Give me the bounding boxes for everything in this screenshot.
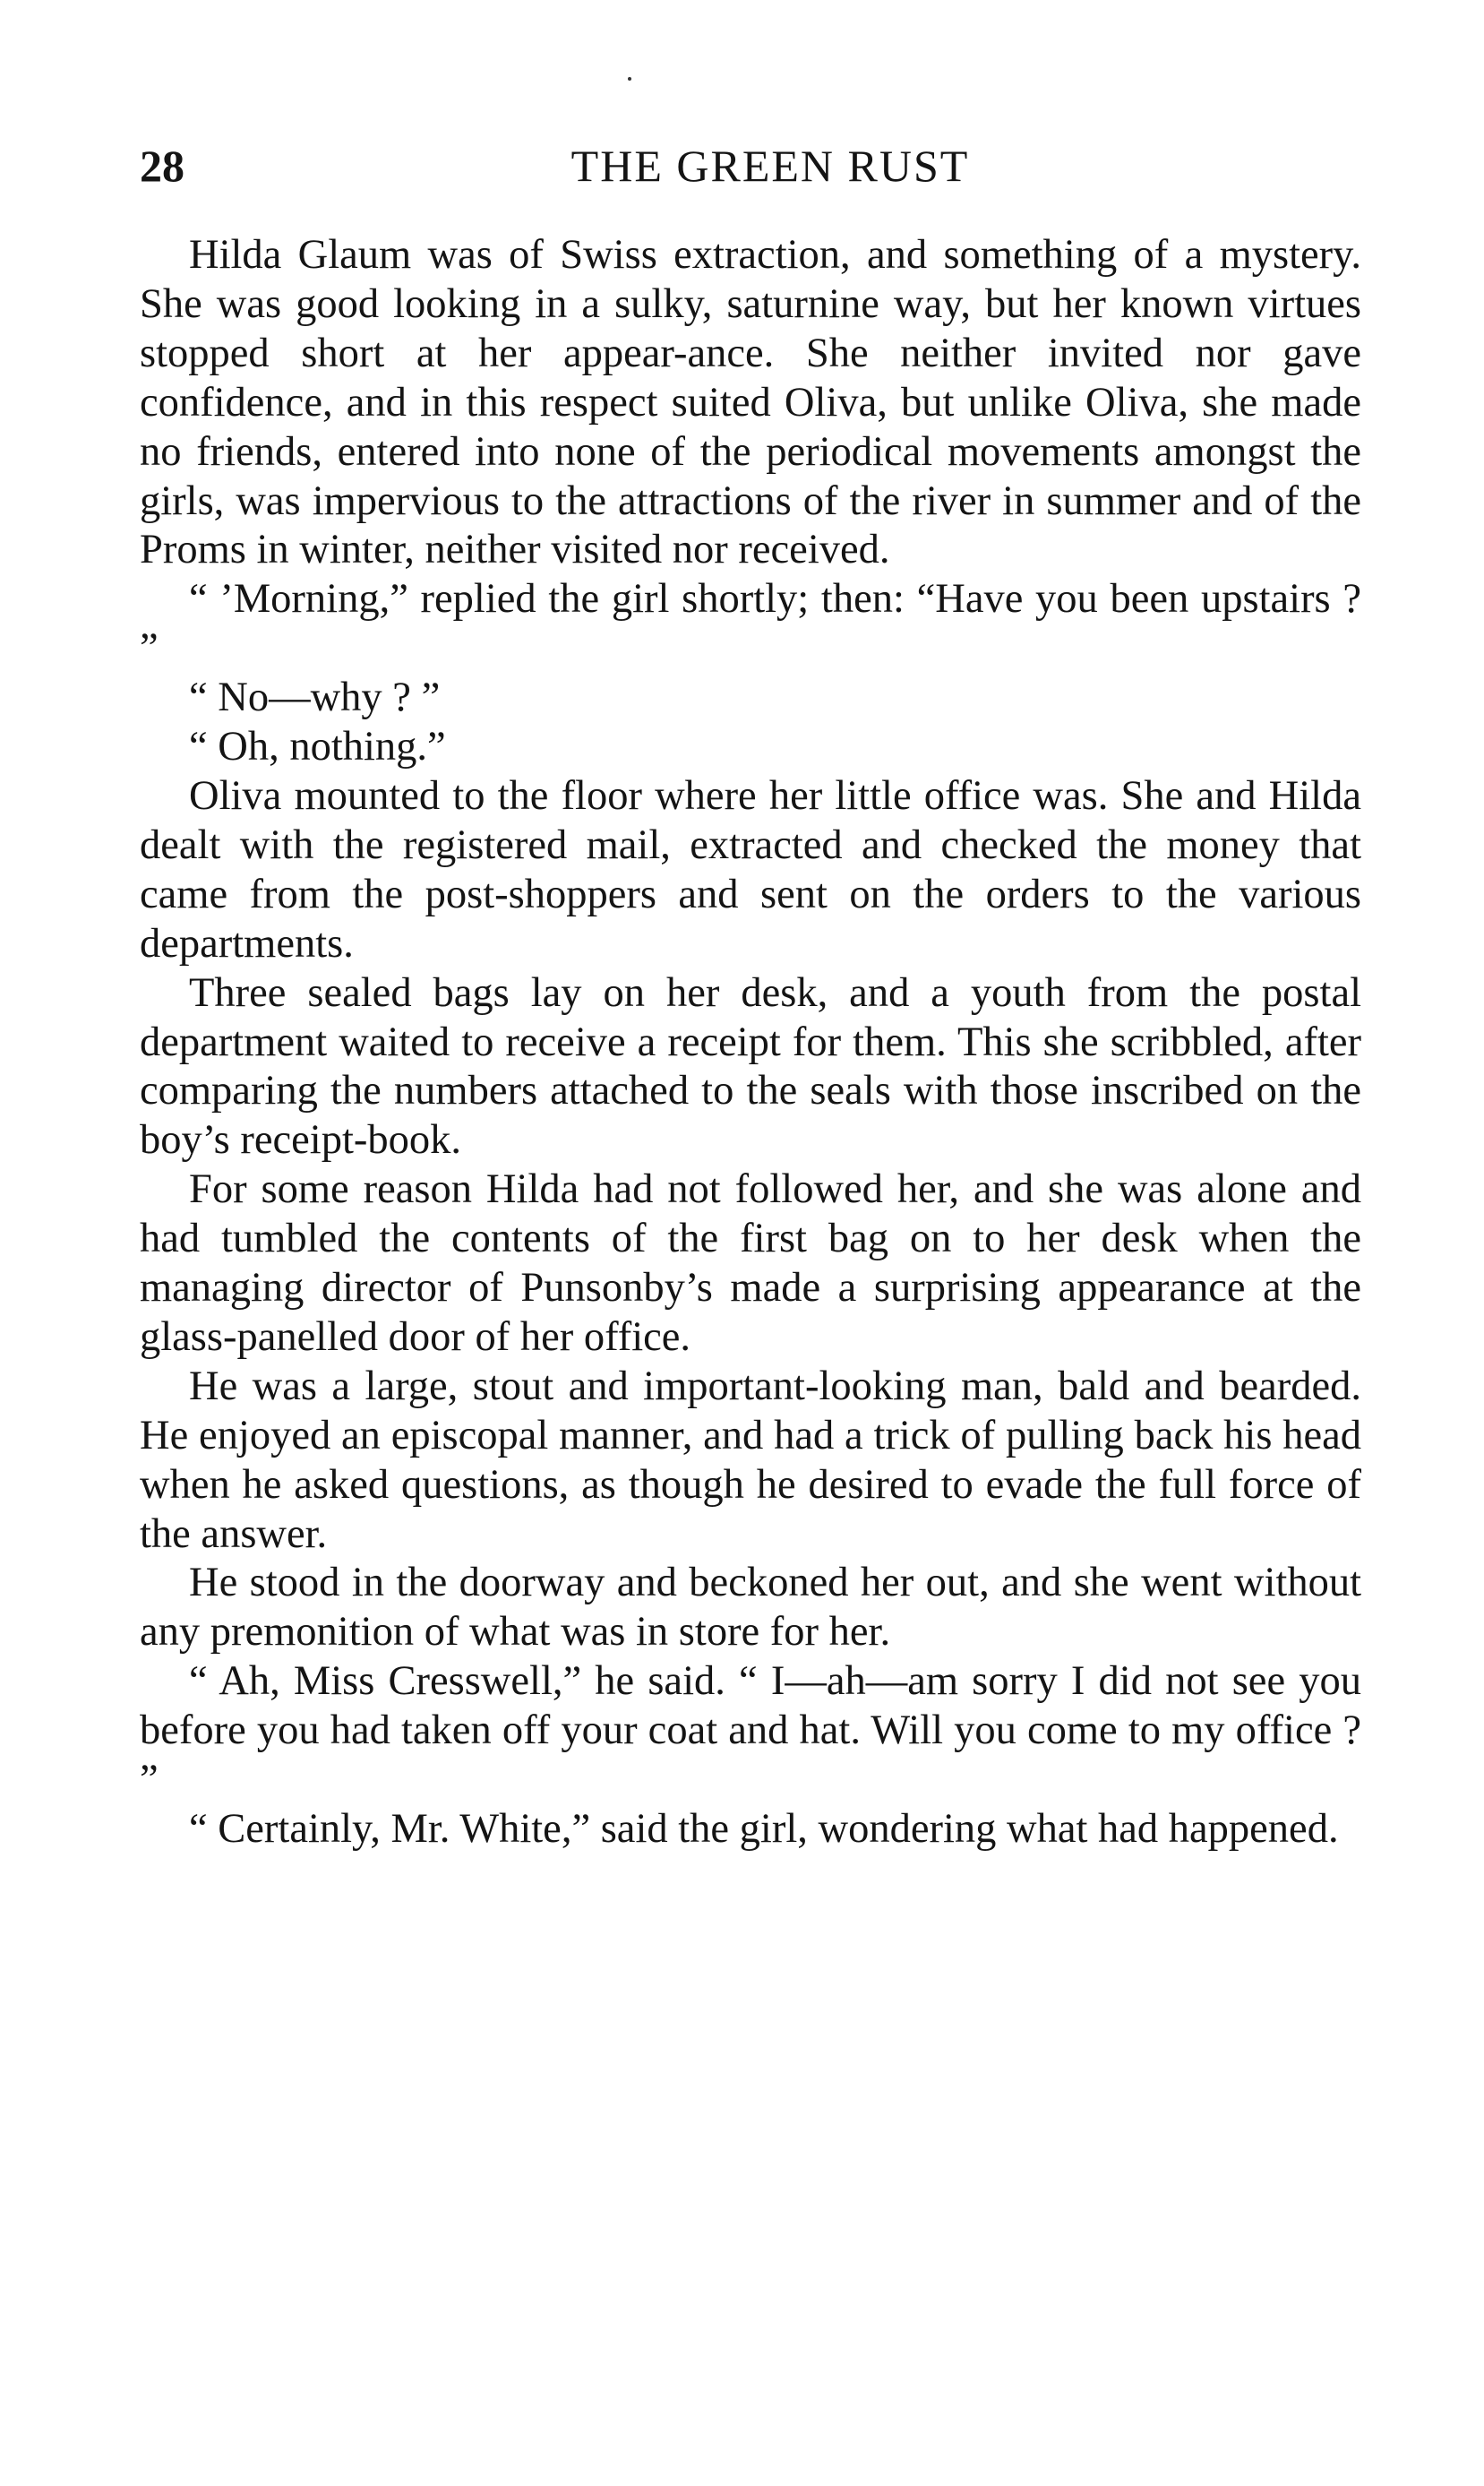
book-title: THE GREEN RUST	[570, 141, 970, 191]
paragraph: He stood in the doorway and beckoned her out, and she went without any premonition of what was in store for her.	[140, 1560, 1361, 1656]
paragraph: He was a large, stout and important-looking man, bald and bearded. He enjoyed an episcopal manner, and had a trick of pulling back his head when he asked questions, as though he desired to evade the full force of the answer.	[140, 1363, 1361, 1557]
paragraph: Oliva mounted to the floor where her little office was. She and Hilda dealt with the registered mail, extracted and checked the money that came from the post-shoppers and sent on the orders to the various departments.	[140, 772, 1361, 967]
body-text	[140, 231, 1361, 1854]
paragraph: “ ’Morning,” replied the girl shortly; then: “Have you been upstairs ? ”	[140, 576, 1361, 672]
paragraph: “ Certainly, Mr. White,” said the girl, wondering what had happened.	[189, 1806, 1339, 1852]
paragraph: “ Ah, Miss Cresswell,” he said. “ I—ah—am sorry I did not see you before you had taken off your coat and hat. Will you come to my office ? ”	[140, 1658, 1361, 1803]
paragraph: Hilda Glaum was of Swiss extraction, and something of a mystery. She was good looking in a sulky, saturnine way, but her known virtues stopped short at her appear-ance. She neither invited nor gave confidence, and in this respect suited Oliva, but unlike Oliva, she made no friends, entered into none of the periodical movements amongst the girls, was impervious to the attractions of the river in summer and of the Proms in winter, neither visited nor received.	[140, 232, 1361, 573]
scan-speck	[628, 77, 631, 81]
paragraph: For some reason Hilda had not followed her, and she was alone and had tumbled the contents of the first bag on to her desk when the managing director of Punsonby’s made a surprising appearance at the glass-panelled door of her office.	[140, 1166, 1361, 1360]
paragraph: “ No—why ? ”	[189, 675, 441, 721]
page-number: 28	[140, 141, 184, 191]
paragraph: Three sealed bags lay on her desk, and a youth from the postal department waited to receive a receipt for them. This she scribbled, after comparing the numbers attached to the seals with those inscribed on the boy’s receipt-book.	[140, 969, 1361, 1164]
paragraph: “ Oh, nothing.”	[189, 724, 446, 770]
running-head	[140, 134, 1361, 197]
